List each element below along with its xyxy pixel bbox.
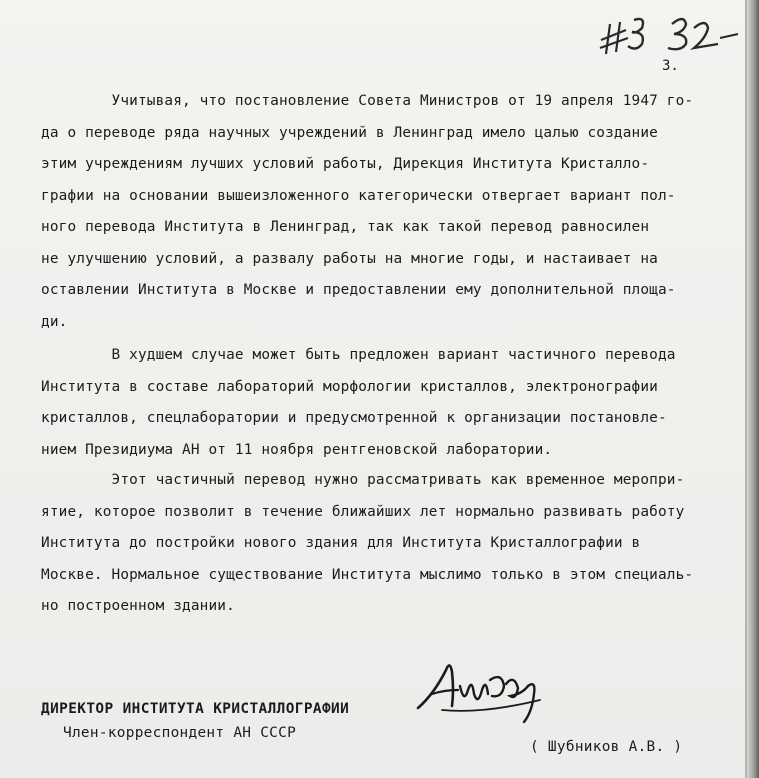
text-line: Этот частичный перевод нужно рассматривать как временное меропри- [41,472,685,488]
text-line: этим учреждениям лучших условий работы, Дирекция Института Кристалло- [41,156,650,172]
text-line: оставлении Института в Москве и предоставлении ему дополнительной площа- [41,282,676,298]
text-line: Учитывая, что постановление Совета Министров от 19 апреля 1947 го- [41,93,694,109]
text-line: графии на основании вышеизложенного категорически отвергает вариант пол- [41,187,676,204]
paragraph-2 [41,340,746,466]
text-line: да о переводе ряда научных учреждений в Ленинград имело цалью создание [41,124,658,141]
text-line: ди. [41,313,68,330]
text-line: В худшем случае может быть предложен вариант частичного перевода [41,347,676,363]
handwritten-folio-number [596,8,746,58]
handwritten-signature [412,650,557,730]
page-number: 3. [662,58,679,74]
text-line: Москве. Нормальное существование Института мыслимо только в этом специаль- [41,566,694,583]
paragraph-1 [41,86,746,338]
page-edge-shadow [747,0,759,778]
text-line: но построенном здании. [41,598,235,614]
paragraph-3 [41,465,746,623]
text-line: Института до постройки нового здания для Института Кристаллографии в [41,535,641,551]
director-subtitle: Член-корреспондент АН СССР [63,725,297,741]
director-title: ДИРЕКТОР ИНСТИТУТА КРИСТАЛЛОГРАФИИ [41,701,350,717]
text-line: Института в составе лабораторий морфологии кристаллов, электронографии [41,378,658,395]
signatory-name: ( Шубников А.В. ) [530,739,683,755]
text-line: нием Президиума АН от 11 ноября рентгеновской лаборатории. [41,441,553,458]
text-line: кристаллов, спецлаборатории и предусмотренной к организации постановле- [41,410,667,426]
text-line: ного перевода Института в Ленинград, так как такой перевод равносилен [41,219,650,235]
text-line: ятие, которое позволит в течение ближайших лет нормально развивать работу [41,503,685,520]
text-line: не улучшению условий, а развалу работы на многие годы, и настаивает на [41,250,658,267]
